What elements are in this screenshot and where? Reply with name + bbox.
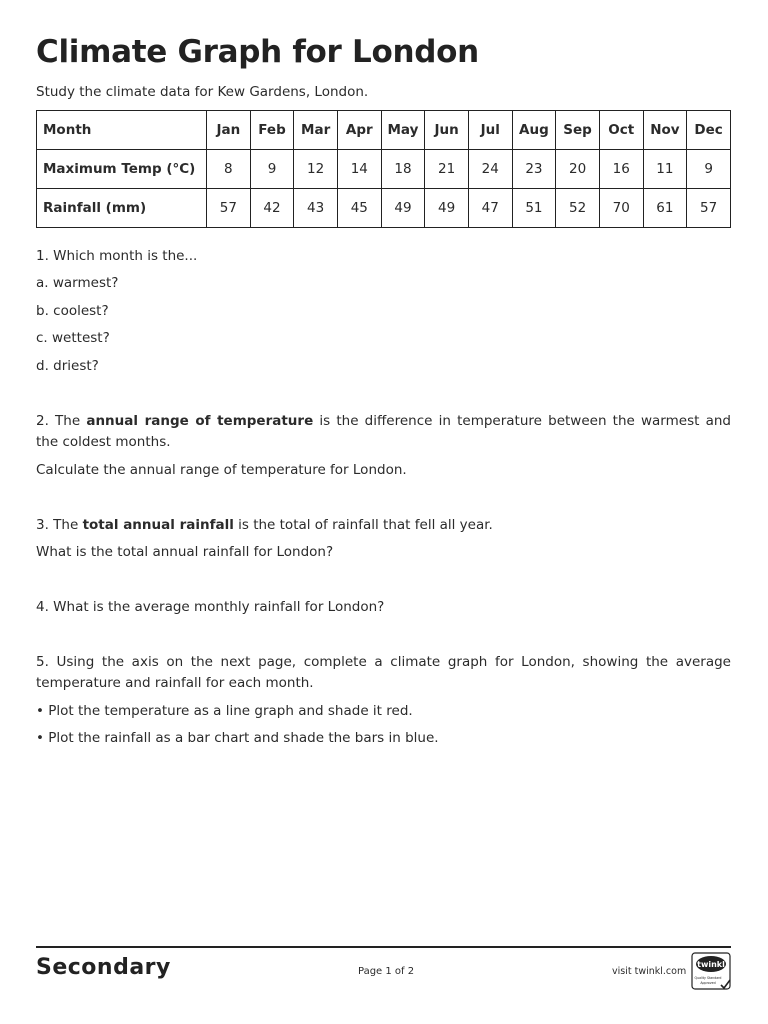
svg-text:Quality Standard: Quality Standard <box>694 976 722 980</box>
month-cell: Sep <box>556 111 600 150</box>
rain-cell: 49 <box>425 189 469 228</box>
temp-cell: 14 <box>337 150 381 189</box>
footer-brand: Secondary <box>36 955 171 980</box>
temp-cell: 8 <box>207 150 251 189</box>
temp-cell: 12 <box>294 150 338 189</box>
visit-link[interactable]: visit twinkl.com <box>612 966 687 977</box>
month-header: Month <box>37 111 207 150</box>
question-3 <box>36 515 731 536</box>
intro-text: Study the climate data for Kew Gardens, London. <box>36 84 369 100</box>
temp-row-label: Maximum Temp (°C) <box>37 150 207 189</box>
month-cell: Apr <box>337 111 381 150</box>
temp-cell: 9 <box>250 150 294 189</box>
rain-cell: 61 <box>643 189 687 228</box>
question-1b: b. coolest? <box>36 303 109 319</box>
question-1-intro: 1. Which month is the... <box>36 248 198 264</box>
month-cell: Aug <box>512 111 556 150</box>
page-title: Climate Graph for London <box>36 34 479 70</box>
rain-cell: 70 <box>599 189 643 228</box>
rain-row-label: Rainfall (mm) <box>37 189 207 228</box>
question-1c: c. wettest? <box>36 330 110 346</box>
temp-cell: 16 <box>599 150 643 189</box>
question-3-term: total annual rainfall <box>82 517 234 533</box>
question-2-term: annual range of temperature <box>86 413 314 429</box>
month-cell: Mar <box>294 111 338 150</box>
question-5-bullet-2: • Plot the rainfall as a bar chart and shade the bars in blue. <box>36 730 439 746</box>
temp-cell: 23 <box>512 150 556 189</box>
question-2 <box>36 411 731 453</box>
temp-cell: 9 <box>687 150 731 189</box>
rain-cell: 42 <box>250 189 294 228</box>
table-row-temperature <box>37 150 731 189</box>
table-header-row <box>37 111 731 150</box>
question-3-task: What is the total annual rainfall for London? <box>36 544 334 560</box>
svg-text:Approved: Approved <box>700 981 716 985</box>
question-5-bullet-1: • Plot the temperature as a line graph and shade it red. <box>36 703 413 719</box>
month-cell: Jan <box>207 111 251 150</box>
logo-text: twinkl <box>697 960 725 969</box>
table-row-rainfall <box>37 189 731 228</box>
question-2-post: is the difference in temperature between the warmest and the coldest months. <box>36 413 731 450</box>
rain-cell: 49 <box>381 189 425 228</box>
month-cell: Jun <box>425 111 469 150</box>
question-3-pre: 3. The <box>36 517 83 533</box>
month-cell: Dec <box>687 111 731 150</box>
temp-cell: 21 <box>425 150 469 189</box>
temp-cell: 18 <box>381 150 425 189</box>
rain-cell: 43 <box>294 189 338 228</box>
rain-cell: 57 <box>207 189 251 228</box>
temp-cell: 20 <box>556 150 600 189</box>
question-4: 4. What is the average monthly rainfall for London? <box>36 599 385 615</box>
question-2-task: Calculate the annual range of temperature for London. <box>36 462 407 478</box>
question-1d: d. driest? <box>36 358 99 374</box>
rain-cell: 57 <box>687 189 731 228</box>
twinkl-quality-badge-icon <box>691 952 733 992</box>
question-2-pre: 2. The <box>36 413 87 429</box>
month-cell: Oct <box>599 111 643 150</box>
temp-cell: 24 <box>468 150 512 189</box>
rain-cell: 51 <box>512 189 556 228</box>
rain-cell: 45 <box>337 189 381 228</box>
month-cell: Feb <box>250 111 294 150</box>
page-number: Page 1 of 2 <box>358 966 415 977</box>
question-5: 5. Using the axis on the next page, complete a climate graph for London, showing the average temperature and rainfall for each month. <box>36 654 731 691</box>
rain-cell: 47 <box>468 189 512 228</box>
month-cell: May <box>381 111 425 150</box>
rain-cell: 52 <box>556 189 600 228</box>
question-1a: a. warmest? <box>36 275 119 291</box>
month-cell: Jul <box>468 111 512 150</box>
temp-cell: 11 <box>643 150 687 189</box>
month-cell: Nov <box>643 111 687 150</box>
climate-table <box>36 110 731 228</box>
footer-divider <box>36 946 731 948</box>
question-3-post: is the total of rainfall that fell all year. <box>233 517 493 533</box>
